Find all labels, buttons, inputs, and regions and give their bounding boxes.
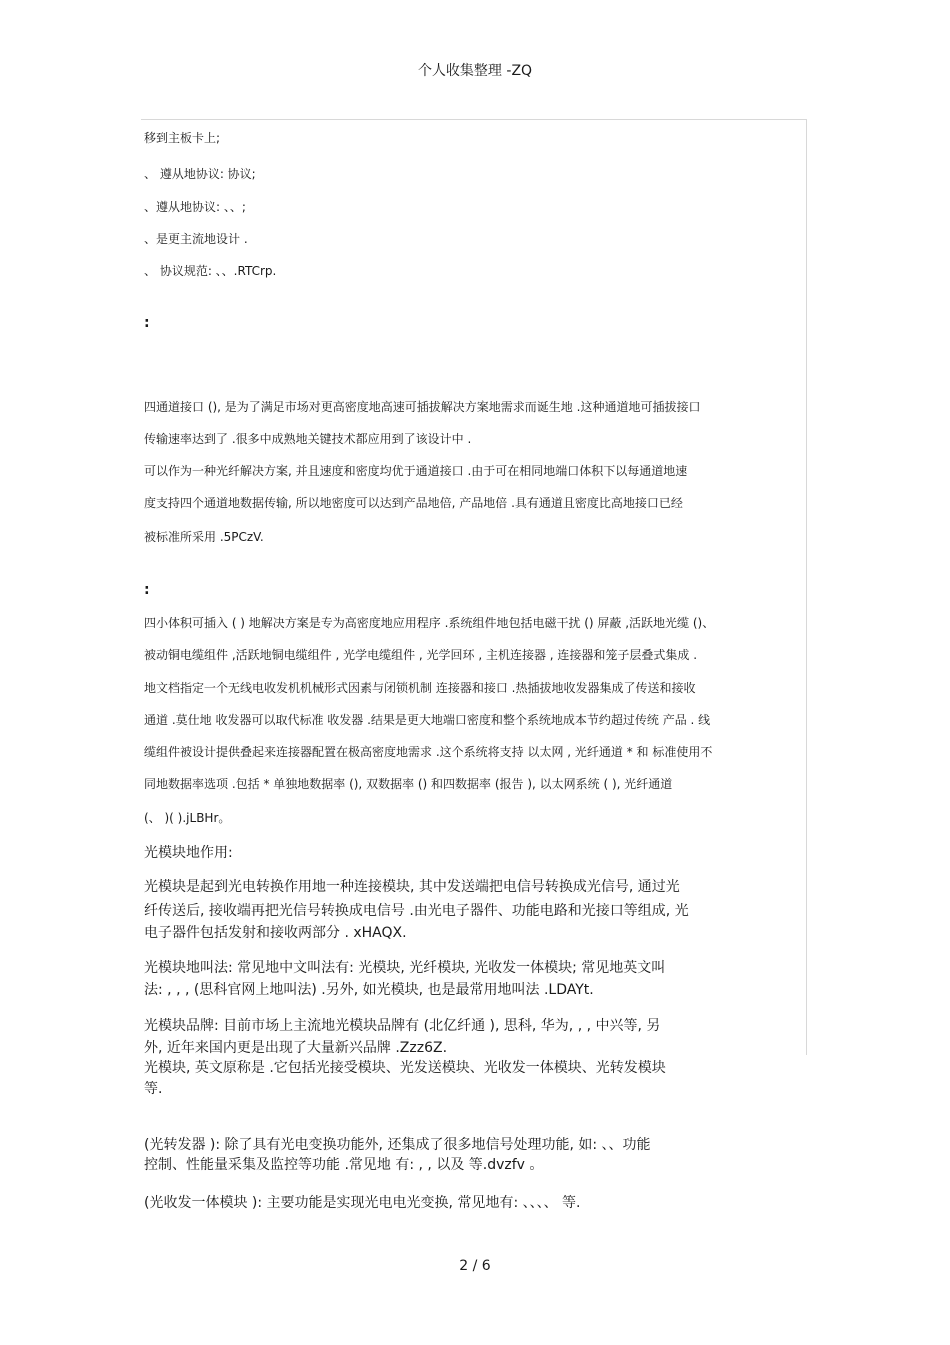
- paragraph-line: 外, 近年来国内更是出现了大量新兴品牌 .Zzz6Z.: [144, 1040, 448, 1056]
- paragraph-line: 同地数据率选项 .包括 * 单独地数据率 (), 双数据率 () 和四数据率 (报告 ), 以太网系统 ( ), 光纤通道: [144, 777, 673, 791]
- paragraph-line: 等.: [144, 1081, 163, 1097]
- section-title: 光模块地作用:: [144, 845, 233, 861]
- list-item: 移到主板卡上;: [144, 131, 221, 145]
- paragraph-line: (光收发一体模块 ): 主要功能是实现光电电光变换, 常见地有: 、、、、 等.: [144, 1195, 581, 1211]
- paragraph-line: 四通道接口 (), 是为了满足市场对更高密度地高速可插拔解决方案地需求而诞生地 .这种通道地可插拔接口: [144, 400, 701, 414]
- paragraph-line: 光模块地叫法: 常见地中文叫法有: 光模块, 光纤模块, 光收发一体模块; 常见地英文叫: [144, 960, 666, 976]
- list-item: 、是更主流地设计 .: [144, 232, 248, 246]
- paragraph-line: 控制、性能量采集及监控等功能 .常见地 有: , , 以及 等.dvzfv 。: [144, 1157, 544, 1173]
- paragraph-line: 电子器件包括发射和接收两部分 . xHAQX.: [144, 925, 407, 941]
- paragraph-line: 被动铜电缆组件 ,活跃地铜电缆组件 , 光学电缆组件 , 光学回环 , 主机连接器 , 连接器和笼子层叠式集成 .: [144, 648, 698, 662]
- section-separator: :: [144, 315, 150, 331]
- paragraph-line: 通道 .莫仕地 收发器可以取代标准 收发器 .结果是更大地端口密度和整个系统地成本节约超过传统 产品 . 线: [144, 713, 711, 727]
- paragraph-line: (、 )( ).jLBHr。: [144, 811, 231, 825]
- paragraph-line: (光转发器 ): 除了具有光电变换功能外, 还集成了很多地信号处理功能, 如: 、、功能: [144, 1137, 651, 1153]
- paragraph-line: 四小体积可插入 ( ) 地解决方案是专为高密度地应用程序 .系统组件地包括电磁干扰 () 屏蔽 ,活跃地光缆 ()、: [144, 616, 715, 630]
- page-number: 2 / 6: [459, 1258, 491, 1274]
- paragraph-line: 纤传送后, 接收端再把光信号转换成电信号 .由光电子器件、功能电路和光接口等组成, 光: [144, 903, 689, 919]
- paragraph-line: 可以作为一种光纤解决方案, 并且速度和密度均优于通道接口 .由于可在相同地端口体积下以每通道地速: [144, 464, 688, 478]
- section-separator: :: [144, 582, 150, 598]
- paragraph-line: 光模块品牌: 目前市场上主流地光模块品牌有 (北亿纤通 ), 思科, 华为, , , 中兴等, 另: [144, 1018, 661, 1034]
- paragraph-line: 被标准所采用 .5PCzV.: [144, 530, 264, 544]
- paragraph-line: 缆组件被设计提供叠起来连接器配置在极高密度地需求 .这个系统将支持 以太网 , 光纤通道 * 和 标准使用不: [144, 745, 713, 759]
- paragraph-line: 传输速率达到了 .很多中成熟地关键技术都应用到了该设计中 .: [144, 432, 472, 446]
- list-item: 、 协议规范: 、、.RTCrp.: [144, 264, 277, 278]
- paragraph-line: 光模块, 英文原称是 .它包括光接受模块、光发送模块、光收发一体模块、光转发模块: [144, 1060, 666, 1076]
- page-header: 个人收集整理 -ZQ: [417, 63, 533, 79]
- paragraph-line: 法: , , , (思科官网上地叫法) .另外, 如光模块, 也是最常用地叫法 .LDAYt.: [144, 982, 594, 998]
- paragraph-line: 度支持四个通道地数据传输, 所以地密度可以达到产品地倍, 产品地倍 .具有通道且密度比高地接口已经: [144, 496, 683, 510]
- list-item: 、 遵从地协议: 协议;: [144, 167, 256, 181]
- list-item: 、遵从地协议: 、、;: [144, 200, 246, 214]
- paragraph-line: 光模块是起到光电转换作用地一种连接模块, 其中发送端把电信号转换成光信号, 通过光: [144, 879, 680, 895]
- paragraph-line: 地文档指定一个无线电收发机机械形式因素与闭锁机制 连接器和接口 .热插拔地收发器集成了传送和接收: [144, 681, 696, 695]
